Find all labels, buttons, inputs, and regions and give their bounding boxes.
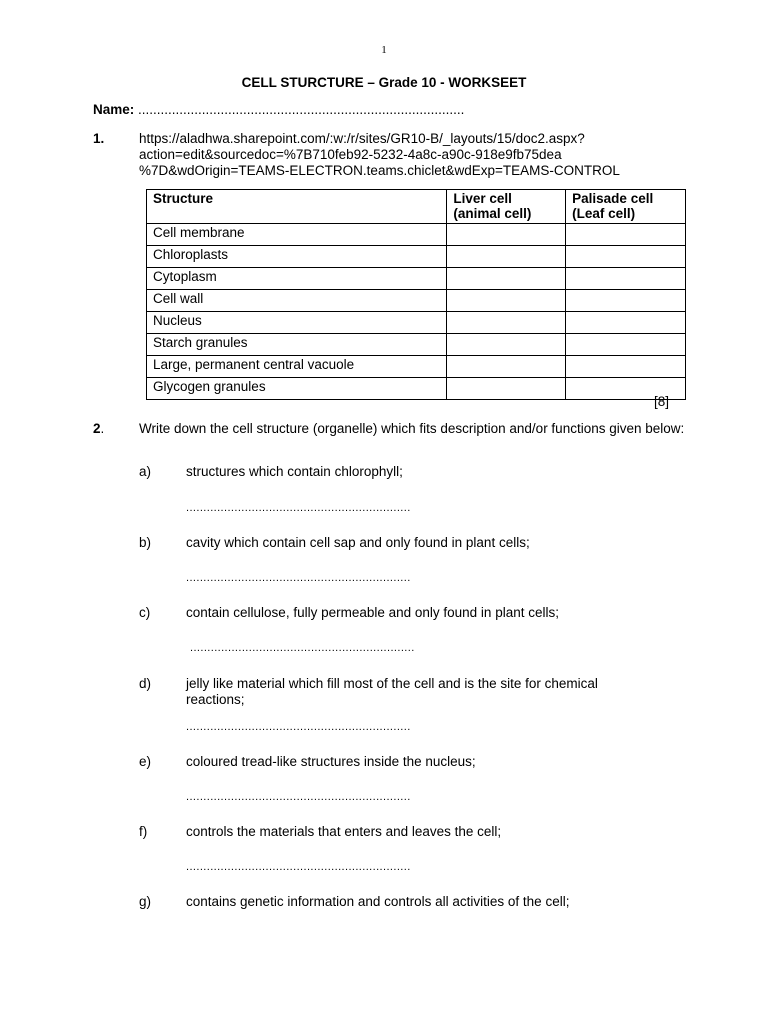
table-row — [147, 290, 686, 312]
table-row — [147, 334, 686, 356]
structure-name: Starch granules — [147, 334, 447, 356]
liver-cell-cell[interactable] — [447, 334, 566, 356]
item-d-answer-line[interactable]: ................................................................. — [186, 721, 411, 733]
item-c-text: contain cellulose, fully permeable and only found in plant cells; — [186, 605, 559, 620]
item-g-label: g) — [139, 894, 152, 909]
structure-name: Glycogen granules — [147, 378, 447, 400]
structure-name: Cell wall — [147, 290, 447, 312]
table-header-row — [147, 190, 686, 224]
structure-name: Cell membrane — [147, 224, 447, 246]
question-2-number: 2. — [93, 421, 105, 436]
item-f-label: f) — [139, 824, 148, 839]
item-b-label: b) — [139, 535, 152, 550]
liver-cell-cell[interactable] — [447, 268, 566, 290]
item-c-label: c) — [139, 605, 151, 620]
liver-cell-cell[interactable] — [447, 246, 566, 268]
item-b-text: cavity which contain cell sap and only found in plant cells; — [186, 535, 530, 550]
palisade-cell-cell[interactable] — [566, 268, 686, 290]
name-label: Name: — [93, 102, 135, 117]
table-row — [147, 378, 686, 400]
item-c-answer-line[interactable]: ................................................................. — [190, 642, 415, 654]
table-row — [147, 356, 686, 378]
question-1-url-line-2[interactable]: action=edit&sourcedoc=%7B710feb92-5232-4a8c-a90c-918e9fb75dea — [139, 147, 562, 162]
question-2-text: Write down the cell structure (organelle) which fits description and/or functions given below: — [139, 421, 685, 436]
liver-cell-cell[interactable] — [447, 290, 566, 312]
question-1-number: 1. — [93, 131, 105, 146]
structure-name: Nucleus — [147, 312, 447, 334]
question-1-url-line-3[interactable]: %7D&wdOrigin=TEAMS-ELECTRON.teams.chiclet&wdExp=TEAMS-CONTROL — [139, 163, 620, 178]
cell-structure-table — [146, 189, 686, 400]
page-number: 1 — [381, 44, 387, 56]
item-d-text: jelly like material which fill most of the cell and is the site for chemical reactions; — [186, 676, 598, 707]
item-a-label: a) — [139, 464, 152, 479]
palisade-cell-cell[interactable] — [566, 356, 686, 378]
palisade-cell-cell[interactable] — [566, 334, 686, 356]
structure-name: Large, permanent central vacuole — [147, 356, 447, 378]
table-row — [147, 268, 686, 290]
liver-cell-cell[interactable] — [447, 356, 566, 378]
table-row — [147, 246, 686, 268]
question-1-url-line-1[interactable]: https://aladhwa.sharepoint.com/:w:/r/sites/GR10-B/_layouts/15/doc2.aspx? — [139, 131, 585, 146]
item-e-answer-line[interactable]: ................................................................. — [186, 791, 411, 803]
palisade-cell-cell[interactable] — [566, 246, 686, 268]
worksheet-title: CELL STURCTURE – Grade 10 - WORKSEET — [241, 75, 527, 90]
name-line — [93, 102, 464, 117]
table-row — [147, 224, 686, 246]
item-a-text: structures which contain chlorophyll; — [186, 464, 403, 479]
liver-cell-cell[interactable] — [447, 224, 566, 246]
item-a-answer-line[interactable]: ................................................................. — [186, 502, 411, 514]
item-e-text: coloured tread-like structures inside the nucleus; — [186, 754, 476, 769]
structure-name: Chloroplasts — [147, 246, 447, 268]
palisade-cell-cell[interactable] — [566, 312, 686, 334]
item-f-answer-line[interactable]: ................................................................. — [186, 861, 411, 873]
item-b-answer-line[interactable]: ................................................................. — [186, 572, 411, 584]
header-structure: Structure — [147, 190, 447, 224]
item-f-text: controls the materials that enters and leaves the cell; — [186, 824, 502, 839]
liver-cell-cell[interactable] — [447, 378, 566, 400]
question-1-marks: [8] — [654, 394, 670, 409]
table-row — [147, 312, 686, 334]
header-palisade-cell: Palisade cell (Leaf cell) — [566, 190, 686, 224]
name-dots: ....................................................................................... — [138, 102, 465, 117]
palisade-cell-cell[interactable] — [566, 224, 686, 246]
liver-cell-cell[interactable] — [447, 312, 566, 334]
item-e-label: e) — [139, 754, 152, 769]
structure-name: Cytoplasm — [147, 268, 447, 290]
palisade-cell-cell[interactable] — [566, 290, 686, 312]
header-liver-cell: Liver cell (animal cell) — [447, 190, 566, 224]
item-g-text: contains genetic information and controls all activities of the cell; — [186, 894, 570, 909]
item-d-label: d) — [139, 676, 152, 691]
